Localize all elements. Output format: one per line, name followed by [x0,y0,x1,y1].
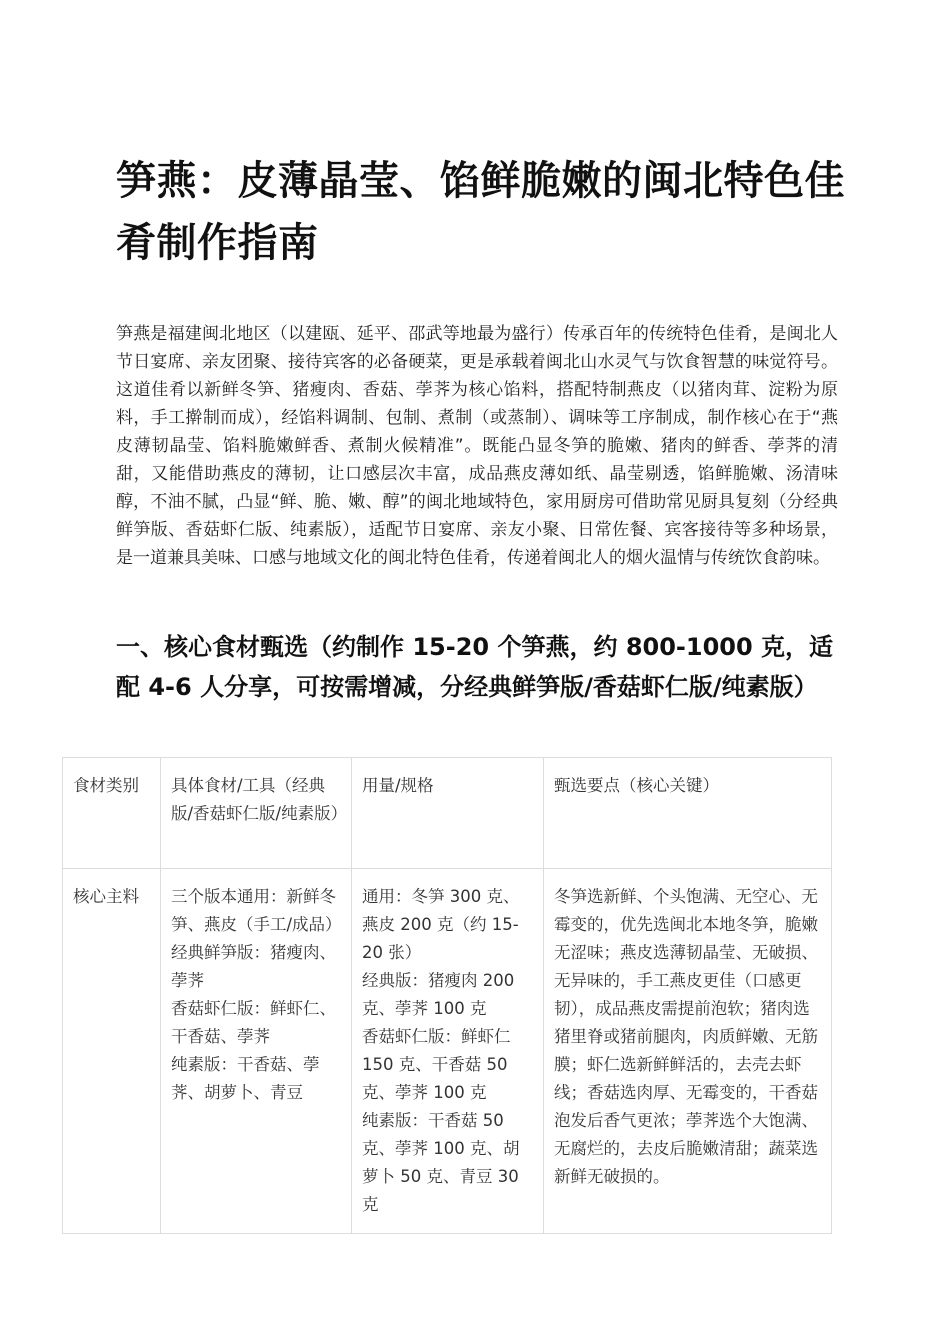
header-category: 食材类别 [63,758,161,869]
header-items: 具体食材/工具（经典版/香菇虾仁版/纯素版） [161,758,352,869]
amount-line: 经典版：猪瘦肉 200 克、荸荠 100 克 [362,971,515,1018]
item-line: 三个版本通用：新鲜冬笋、燕皮（手工/成品） [171,887,342,934]
section-heading-ingredients: 一、核心食材甄选（约制作 15-20 个笋燕，约 800-1000 克，适配 4-6 人分享，可按需增减，分经典鲜笋版/香菇虾仁版/纯素版） [116,633,834,701]
amount-line: 纯素版：干香菇 50 克、荸荠 100 克、胡萝卜 50 克、青豆 30 克 [362,1111,520,1214]
cell-amounts [352,869,544,1234]
page-title: 笋燕：皮薄晶莹、馅鲜脆嫩的闽北特色佳肴制作指南 [116,158,845,266]
item-line: 经典鲜笋版：猪瘦肉、荸荠 [171,943,336,990]
ingredients-table [62,757,832,1234]
table-row [63,869,832,1234]
header-notes: 甄选要点（核心关键） [544,758,832,869]
item-line: 纯素版：干香菇、荸荠、胡萝卜、青豆 [171,1055,320,1102]
table-header-row [63,758,832,869]
amount-line: 通用：冬笋 300 克、燕皮 200 克（约 15-20 张） [362,887,520,962]
cell-notes: 冬笋选新鲜、个头饱满、无空心、无霉变的，优先选闽北本地冬笋，脆嫩无涩味；燕皮选薄韧晶莹、无破损、无异味的，手工燕皮更佳（口感更韧），成品燕皮需提前泡软；猪肉选猪里脊或猪前腿肉，肉质鲜嫩、无筋膜；虾仁选新鲜鲜活的，去壳去虾线；香菇选肉厚、无霉变的，干香菇泡发后香气更浓；荸荠选个大饱满、无腐烂的，去皮后脆嫩清甜；蔬菜选新鲜无破损的。 [544,869,832,1234]
item-line: 香菇虾仁版：鲜虾仁、干香菇、荸荠 [171,999,336,1046]
header-amounts: 用量/规格 [352,758,544,869]
intro-paragraph: 笋燕是福建闽北地区（以建瓯、延平、邵武等地最为盛行）传承百年的传统特色佳肴，是闽北人节日宴席、亲友团聚、接待宾客的必备硬菜，更是承载着闽北山水灵气与饮食智慧的味觉符号。这道佳肴以新鲜冬笋、猪瘦肉、香菇、荸荠为核心馅料，搭配特制燕皮（以猪肉茸、淀粉为原料，手工擀制而成），经馅料调制、包制、煮制（或蒸制）、调味等工序制成，制作核心在于“燕皮薄韧晶莹、馅料脆嫩鲜香、煮制火候精准”。既能凸显冬笋的脆嫩、猪肉的鲜香、荸荠的清甜，又能借助燕皮的薄韧，让口感层次丰富，成品燕皮薄如纸、晶莹剔透，馅鲜脆嫩、汤清味醇，不油不腻，凸显“鲜、脆、嫩、醇”的闽北地域特色，家用厨房可借助常见厨具复刻（分经典鲜笋版、香菇虾仁版、纯素版），适配节日宴席、亲友小聚、日常佐餐、宾客接待等多种场景，是一道兼具美味、口感与地域文化的闽北特色佳肴，传递着闽北人的烟火温情与传统饮食韵味。 [116,324,838,568]
cell-items [161,869,352,1234]
amount-line: 香菇虾仁版：鲜虾仁 150 克、干香菇 50 克、荸荠 100 克 [362,1027,511,1102]
cell-category: 核心主料 [63,869,161,1234]
